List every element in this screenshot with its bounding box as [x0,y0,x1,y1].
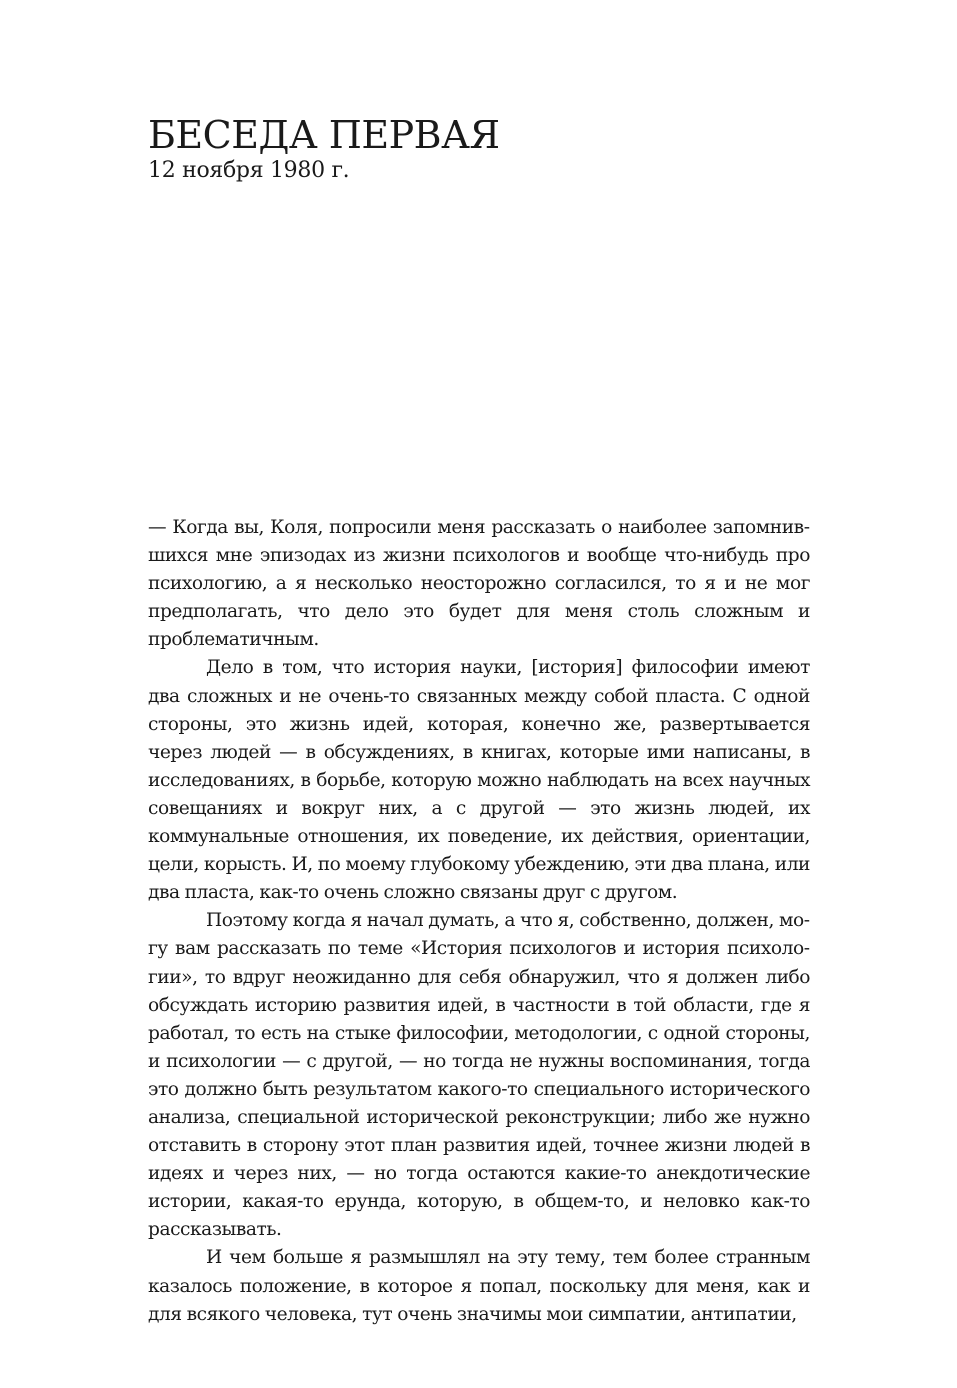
chapter-title: БЕСЕДА ПЕРВАЯ [148,113,500,157]
paragraph: — Когда вы, Коля, попросили меня рассказать о наиболее запомнившихся мне эпизодах из жизни психологов и вообще что-нибудь про психологию, а я несколько неосторожно согласился, то я и не мог предполагать, что дело это будет для меня столь сложным и проблематичным. [148,517,810,651]
chapter-header [148,112,648,184]
body-text [148,514,810,1329]
paragraph: Поэтому когда я начал думать, а что я, собственно, должен, могу вам рассказать по теме «История психологов и история психологии», то вдруг неожиданно для себя обнаружил, что я должен либо обсуждать историю развития идей, в частности в той области, где я работал, то есть на стыке философии, методологии, с одной стороны, и психологии — с другой, — но тогда не нужны воспоминания, тогда это должно быть результатом какого-то специального исторического анализа, специальной исторической реконструкции; либо же нужно отставить в сторону этот план развития идей, точнее жизни людей в идеях и через них, — но тогда остаются какие-то анекдотические истории, какая-то ерунда, которую, в общем-то, и неловко как-то рассказывать. [148,910,810,1241]
paragraph: Дело в том, что история науки, [история] философии имеют два сложных и не очень-то связанных между собой пласта. С одной стороны, это жизнь идей, которая, конечно же, развертывается через людей — в обсуждениях, в книгах, которые ими написаны, в исследованиях, в борьбе, которую можно наблюдать на всех научных совещаниях и вокруг них, а с другой — это жизнь людей, их коммунальные отношения, их поведение, их действия, ориентации, цели, корысть. И, по моему глубокому убеждению, эти два плана, или два пласта, как-то очень сложно связаны друг с другом. [148,657,810,904]
paragraph: И чем больше я размышлял на эту тему, тем более странным казалось положение, в которое я попал, поскольку для меня, как и для всякого человека, тут очень значимы мои симпатии, антипатии, [148,1247,810,1325]
chapter-date: 12 ноября 1980 г. [148,158,350,183]
